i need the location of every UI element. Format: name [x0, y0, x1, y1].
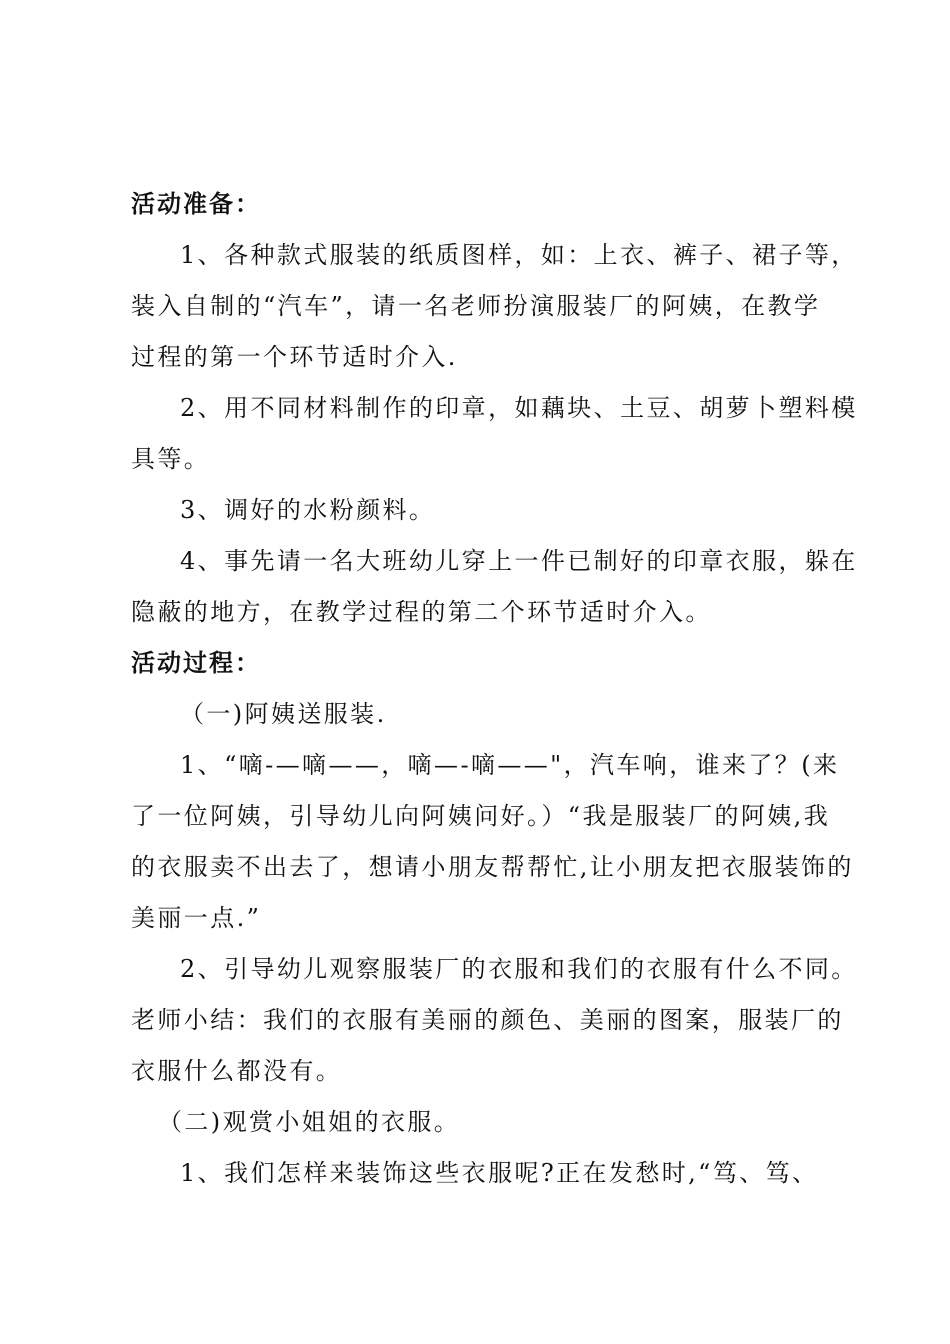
paragraph-line: 了一位阿姨，引导幼儿向阿姨问好。）“我是服装厂的阿姨,我	[131, 802, 831, 830]
paragraph-line: 2、用不同材料制作的印章，如藕块、土豆、胡萝卜塑料模	[180, 394, 858, 422]
section-heading-process: 活动过程：	[131, 648, 261, 677]
section-heading-preparation: 活动准备：	[131, 189, 261, 218]
paragraph-line: 1、“嘀-—嘀——，嘀—-嘀——"，汽车响，谁来了？(来	[180, 751, 840, 779]
paragraph-line: 衣服什么都没有。	[131, 1057, 343, 1085]
paragraph-line: 3、调好的水粉颜料。	[180, 496, 436, 524]
subsection-heading: （一)阿姨送服装.	[180, 700, 387, 728]
paragraph-line: 的衣服卖不出去了，想请小朋友帮帮忙,让小朋友把衣服装饰的	[131, 853, 854, 881]
paragraph-line: 具等。	[131, 445, 211, 473]
paragraph-line: 1、各种款式服装的纸质图样，如：上衣、裤子、裙子等，	[180, 241, 858, 269]
paragraph-line: 1、我们怎样来装饰这些衣服呢?正在发愁时,“笃、笃、	[180, 1159, 819, 1187]
paragraph-line: 4、事先请一名大班幼儿穿上一件已制好的印章衣服，躲在	[180, 547, 858, 575]
paragraph-line: 老师小结：我们的衣服有美丽的颜色、美丽的图案，服装厂的	[131, 1006, 844, 1034]
paragraph-line: 隐蔽的地方，在教学过程的第二个环节适时介入。	[131, 598, 712, 626]
subsection-heading: （二)观赏小姐姐的衣服。	[158, 1108, 461, 1136]
paragraph-line: 美丽一点.”	[131, 904, 262, 932]
paragraph-line: 2、引导幼儿观察服装厂的衣服和我们的衣服有什么不同。	[180, 955, 858, 983]
paragraph-line: 装入自制的“汽车”，请一名老师扮演服装厂的阿姨，在教学	[131, 292, 821, 320]
paragraph-line: 过程的第一个环节适时介入.	[131, 343, 458, 371]
